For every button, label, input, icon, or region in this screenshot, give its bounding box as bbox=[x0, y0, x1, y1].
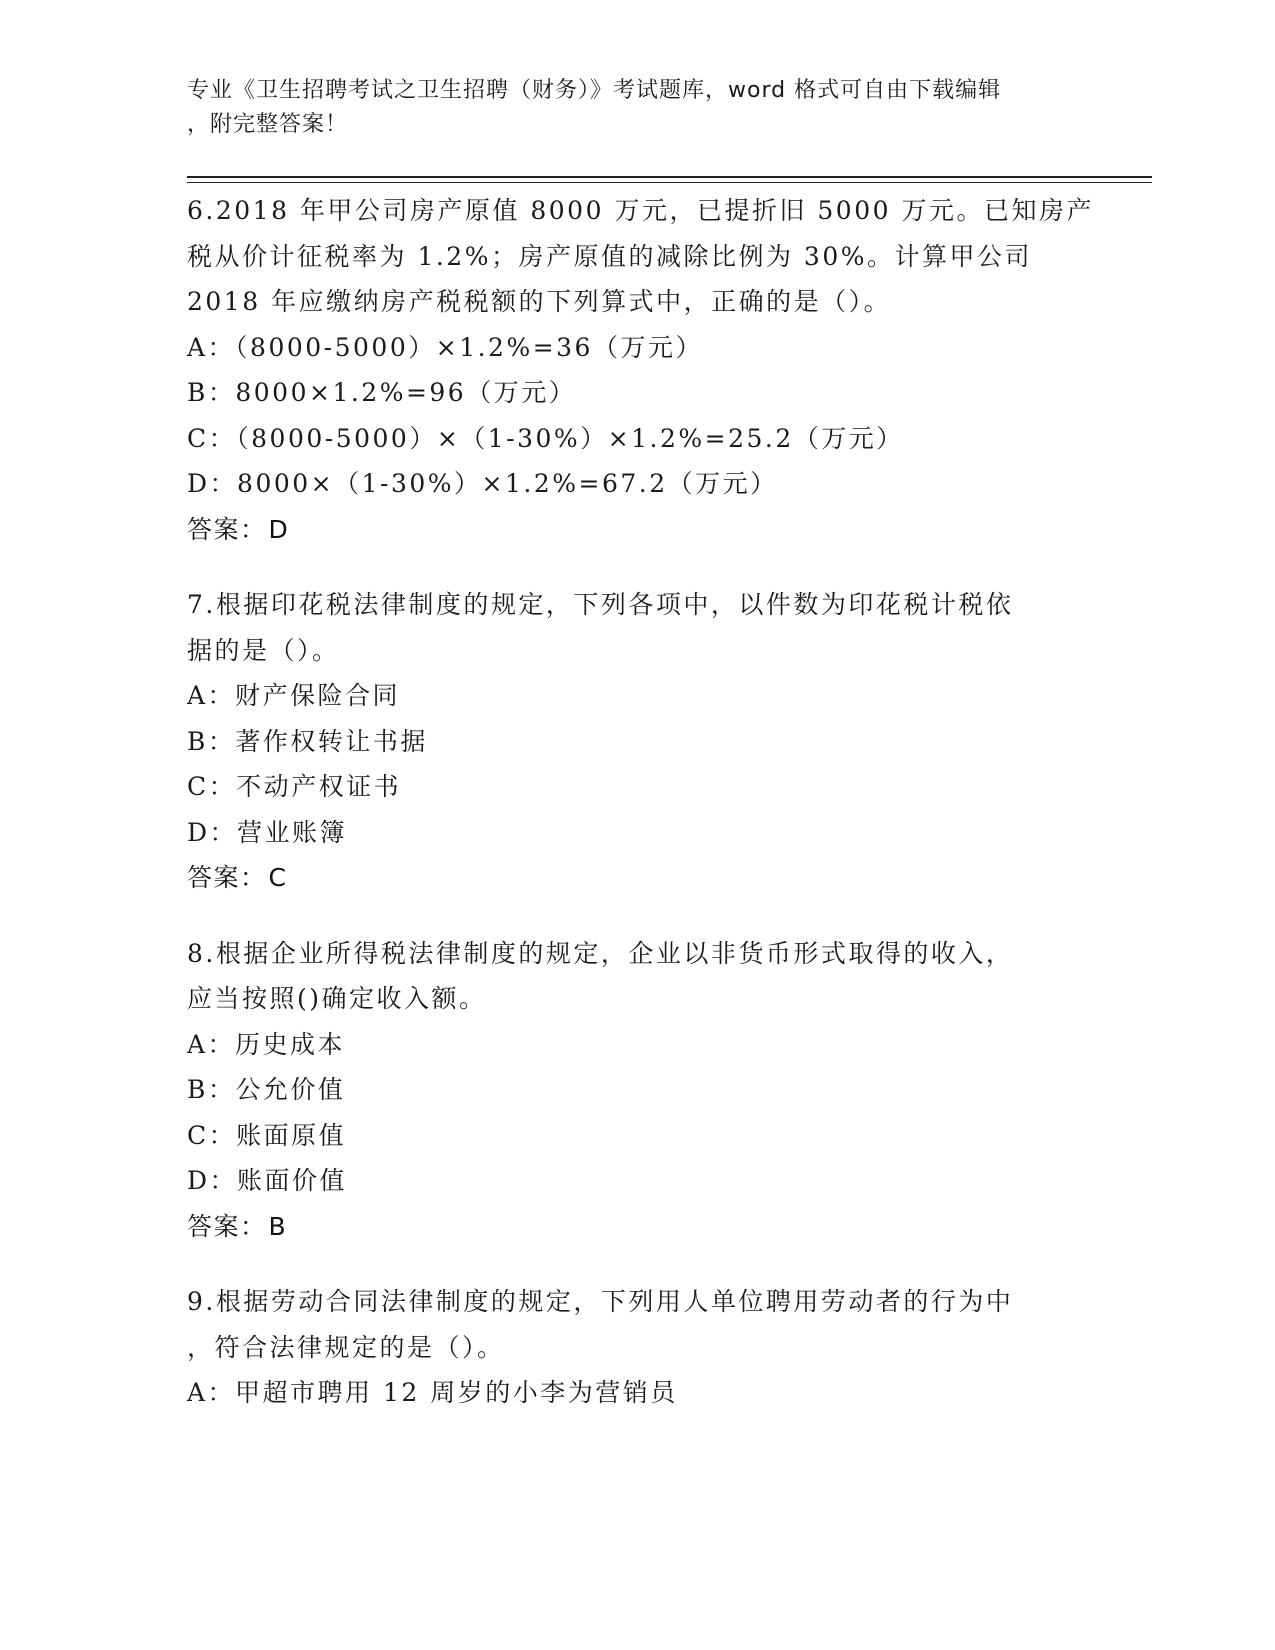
question-stem-line: ，符合法律规定的是（）。 bbox=[187, 1332, 505, 1362]
question-stem-line: 据的是（）。 bbox=[187, 635, 340, 665]
question-stem-line: 6.2018 年甲公司房产原值 8000 万元，已提折旧 5000 万元。已知房产 bbox=[187, 196, 1094, 225]
question-7 bbox=[187, 582, 1087, 901]
answer-value: B bbox=[268, 1211, 288, 1241]
option-a: A：甲超市聘用 12 周岁的小李为营销员 bbox=[187, 1378, 678, 1407]
answer-value: D bbox=[268, 514, 290, 544]
header-divider-thin bbox=[187, 182, 1152, 183]
question-6 bbox=[187, 188, 1094, 552]
question-stem-line: 2018 年应缴纳房产税税额的下列算式中，正确的是（）。 bbox=[187, 287, 892, 316]
option-d: D：8000×（1-30%）×1.2%=67.2（万元） bbox=[187, 469, 778, 498]
question-8 bbox=[187, 931, 1087, 1250]
option-d: D：营业账簿 bbox=[187, 817, 348, 847]
option-b: B：8000×1.2%=96（万元） bbox=[187, 378, 577, 407]
option-b: B：著作权转让书据 bbox=[187, 726, 428, 756]
option-b: B：公允价值 bbox=[187, 1075, 346, 1104]
question-9 bbox=[187, 1279, 1087, 1416]
answer-label: 答案： bbox=[187, 863, 267, 892]
question-stem-line: 9.根据劳动合同法律制度的规定，下列用人单位聘用劳动者的行为中 bbox=[187, 1287, 1014, 1316]
answer-value: C bbox=[268, 863, 288, 892]
answer-label: 答案： bbox=[187, 514, 267, 544]
header-divider-thick bbox=[187, 176, 1152, 178]
question-stem-line: 税从价计征税率为 1.2%；房产原值的减除比例为 30%。计算甲公司 bbox=[187, 241, 1032, 271]
option-c: C：不动产权证书 bbox=[187, 772, 402, 801]
option-a: A：财产保险合同 bbox=[187, 681, 401, 710]
answer-line bbox=[187, 507, 1087, 553]
option-d: D：账面价值 bbox=[187, 1166, 348, 1195]
answer-label: 答案： bbox=[187, 1211, 267, 1241]
option-c: C：账面原值 bbox=[187, 1120, 347, 1150]
question-list bbox=[187, 188, 1094, 1446]
answer-line bbox=[187, 855, 1087, 901]
header-line-1: 专业《卫生招聘考试之卫生招聘（财务）》考试题库，word 格式可自由下载编辑 bbox=[187, 78, 1002, 103]
option-c: C：（8000-5000）×（1-30%）×1.2%=25.2（万元） bbox=[187, 423, 904, 453]
option-a: A：（8000-5000）×1.2%=36（万元） bbox=[187, 332, 703, 362]
answer-line bbox=[187, 1204, 1087, 1250]
document-header bbox=[187, 74, 1067, 142]
option-a: A：历史成本 bbox=[187, 1029, 346, 1059]
question-stem-line: 7.根据印花税法律制度的规定，下列各项中，以件数为印花税计税依 bbox=[187, 590, 1014, 619]
question-stem-line: 应当按照()确定收入额。 bbox=[187, 984, 487, 1013]
question-stem-line: 8.根据企业所得税法律制度的规定，企业以非货币形式取得的收入， bbox=[187, 938, 1014, 968]
header-line-2: ，附完整答案！ bbox=[187, 112, 349, 137]
